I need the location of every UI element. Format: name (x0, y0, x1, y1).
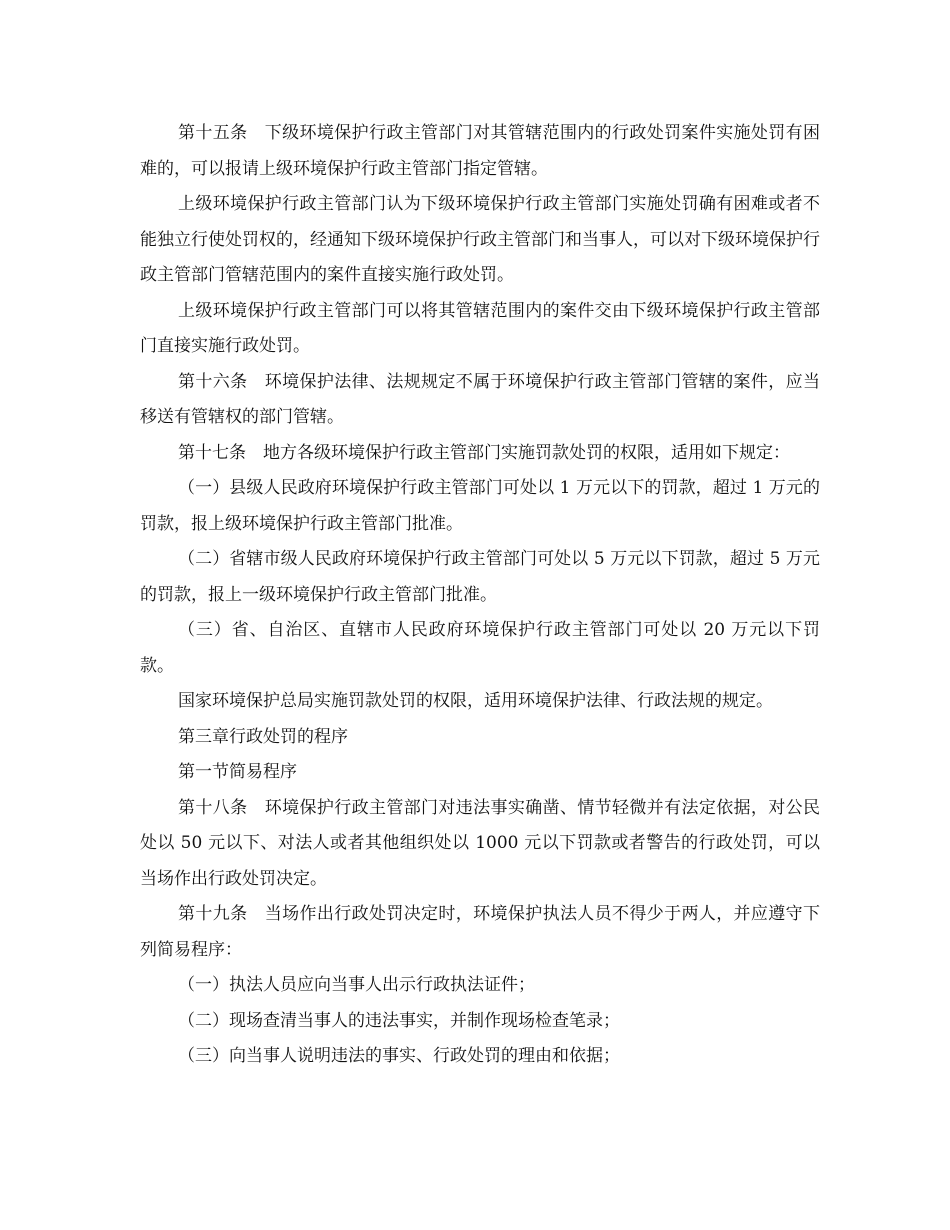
chapter-heading: 第三章行政处罚的程序 (178, 726, 348, 747)
paragraph-article-19-item-2: （二）现场查清当事人的违法事实，并制作现场检查笔录； (178, 1010, 620, 1031)
section-heading: 第一节简易程序 (178, 762, 297, 782)
paragraph-national-authority: 国家环境保护总局实施罚款处罚的权限，适用环境保护法律、行政法规的规定。 (178, 691, 773, 711)
paragraph-article-17: 第十七条 地方各级环境保护行政主管部门实施罚款处罚的权限，适用如下规定： (178, 442, 790, 463)
paragraph-article-19-item-3: （三）向当事人说明违法的事实、行政处罚的理由和依据； (178, 1046, 620, 1066)
paragraph-case-transfer-down: 上级环境保护行政主管部门可以将其管辖范围内的案件交由下级环境保护行政主管部门直接实施行政处罚。 (140, 300, 820, 356)
paragraph-article-17-item-1: （一）县级人民政府环境保护行政主管部门可处以 1 万元以下的罚款，超过 1 万元的罚款，报上级环境保护行政主管部门批准。 (140, 478, 820, 534)
paragraph-article-19: 第十九条 当场作出行政处罚决定时，环境保护执法人员不得少于两人，并应遵守下列简易程序： (140, 904, 820, 960)
paragraph-article-15: 第十五条 下级环境保护行政主管部门对其管辖范围内的行政处罚案件实施处罚有困难的，可以报请上级环境保护行政主管部门指定管辖。 (140, 123, 820, 179)
document-body (140, 116, 820, 1075)
paragraph-article-17-item-2: （二）省辖市级人民政府环境保护行政主管部门可处以 5 万元以下罚款，超过 5 万元的罚款，报上一级环境保护行政主管部门批准。 (140, 549, 820, 605)
paragraph-article-16: 第十六条 环境保护法律、法规规定不属于环境保护行政主管部门管辖的案件，应当移送有管辖权的部门管辖。 (140, 371, 820, 427)
paragraph-article-17-item-3: （三）省、自治区、直辖市人民政府环境保护行政主管部门可处以 20 万元以下罚款。 (140, 620, 820, 676)
paragraph-superior-jurisdiction: 上级环境保护行政主管部门认为下级环境保护行政主管部门实施处罚确有困难或者不能独立行使处罚权的，经通知下级环境保护行政主管部门和当事人，可以对下级环境保护行政主管部门管辖范围内的案件直接实施行政处罚。 (140, 194, 820, 285)
paragraph-article-18: 第十八条 环境保护行政主管部门对违法事实确凿、情节轻微并有法定依据，对公民处以 50 元以下、对法人或者其他组织处以 1000 元以下罚款或者警告的行政处罚，可以当场作出行政处罚决定。 (140, 797, 820, 889)
paragraph-article-19-item-1: （一）执法人员应向当事人出示行政执法证件； (178, 975, 535, 995)
